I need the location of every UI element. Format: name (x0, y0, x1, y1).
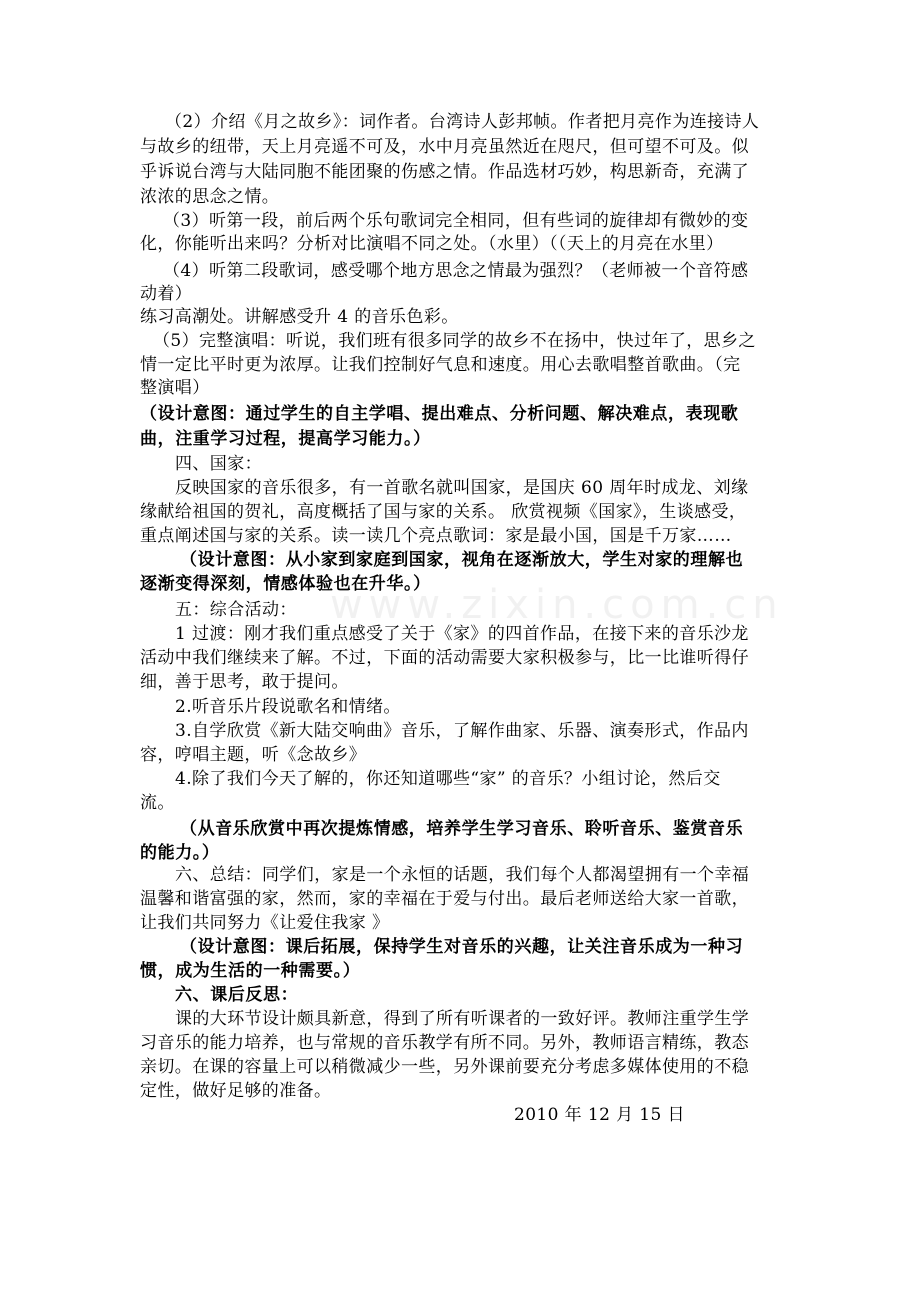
text-line: 乎诉说台湾与大陆同胞不能团聚的伤感之情。作品选材巧妙，构思新奇，充满了 (140, 162, 749, 182)
design-intent-note: （设计意图：课后拓展，保持学生对音乐的兴趣，让关注音乐成为一种习 (180, 937, 744, 957)
text-line: 课的大环节设计颇具新意，得到了所有听课者的一致好评。教师注重学生学 (175, 1009, 750, 1029)
text-line: （3）听第一段，前后两个乐句歌词完全相同，但有些词的旋律却有微妙的变 (163, 211, 749, 231)
text-line: 让我们共同努力《让爱住我家 》 (140, 913, 390, 933)
text-line: 反映国家的音乐很多，有一首歌名就叫国家，是国庆 60 周年时成龙、刘缘 (175, 478, 749, 498)
text-line: （4）听第二段歌词，感受哪个地方思念之情最为强烈？（老师被一个音符感 (163, 261, 749, 281)
text-line: 整演唱） (140, 378, 210, 398)
text-line: 1 过渡：刚才我们重点感受了关于《家》的四首作品，在接下来的音乐沙龙 (175, 624, 749, 644)
text-line: 缘献给祖国的贺礼，高度概括了国与家的关系。 欣赏视频《国家》，生谈感受， (140, 502, 747, 522)
section-heading: 五：综合活动： (175, 600, 297, 620)
design-intent-note: 逐渐变得深刻，情感体验也在升华。） (140, 574, 431, 594)
text-line: 流。 (140, 793, 175, 813)
text-line: 与故乡的纽带，天上月亮遥不可及，水中月亮虽然近在咫尺，但可望不可及。似 (140, 137, 749, 157)
design-intent-note: （从音乐欣赏中再次提炼情感，培养学生学习音乐、聆听音乐、鉴赏音乐 (180, 819, 744, 839)
text-line: 容，哼唱主题，听《念故乡》 (140, 745, 367, 765)
text-line: 动着） (140, 284, 193, 304)
design-intent-note: 曲，注重学习过程，提高学习能力。） (140, 429, 431, 449)
section-heading: 四、国家： (175, 454, 262, 474)
design-intent-note: 的能力。） (140, 843, 220, 863)
text-line: 情一定比平时更为浓厚。让我们控制好气息和速度。用心去歌唱整首歌曲。（完 (140, 355, 741, 375)
text-line: 温馨和谐富强的家，然而，家的幸福在于爱与付出。最后老师送给大家一首歌， (140, 889, 749, 909)
text-line: 细，善于思考，敢于提问。 (140, 672, 349, 692)
text-line: 化，你能听出来吗？分析对比演唱不同之处。（水里）（（天上的月亮在水里） (140, 234, 724, 254)
text-line: 2.听音乐片段说歌名和情绪。 (175, 697, 401, 717)
design-intent-note: （设计意图：从小家到家庭到国家，视角在逐渐放大，学生对家的理解也 (180, 550, 744, 570)
text-line: 习音乐的能力培养，也与常规的音乐教学有所不同。另外，教师语言精练，教态 (140, 1033, 749, 1053)
design-intent-note: 惯，成为生活的一种需要。） (140, 961, 361, 981)
watermark: www.zixin.com.cn (330, 582, 784, 628)
text-line: 3.自学欣赏《新大陆交响曲》音乐，了解作曲家、乐器、演奏形式，作品内 (175, 721, 749, 741)
text-line: （2）介绍《月之故乡》：词作者。台湾诗人彭邦帧。作者把月亮作为连接诗人 (165, 112, 760, 132)
text-line: 活动中我们继续来了解。不过，下面的活动需要大家积极参与，比一比谁听得仔 (140, 648, 749, 668)
text-line: 六、总结：同学们，家是一个永恒的话题，我们每个人都渴望拥有一个幸福 (175, 865, 750, 885)
text-line: （5）完整演唱：听说，我们班有很多同学的故乡不在扬中，快过年了，思乡之 (153, 331, 756, 351)
text-line: 重点阐述国与家的关系。读一读几个亮点歌词：家是最小国，国是千万家…… (140, 526, 732, 546)
section-heading: 六、课后反思： (175, 985, 299, 1005)
text-line: 定性，做好足够的准备。 (140, 1081, 332, 1101)
document-date: 2010 年 12 月 15 日 (514, 1105, 685, 1125)
text-line: 亲切。在课的容量上可以稍微减少一些，另外课前要充分考虑多媒体使用的不稳 (140, 1057, 749, 1077)
text-line: 练习高潮处。讲解感受升 4 的音乐色彩。 (140, 307, 459, 327)
design-intent-note: （设计意图：通过学生的自主学唱、提出难点、分析问题、解决难点，表现歌 (140, 404, 739, 424)
text-line: 浓浓的思念之情。 (140, 187, 280, 207)
text-line: 4.除了我们今天了解的，你还知道哪些“家” 的音乐？小组讨论，然后交 (175, 769, 721, 789)
